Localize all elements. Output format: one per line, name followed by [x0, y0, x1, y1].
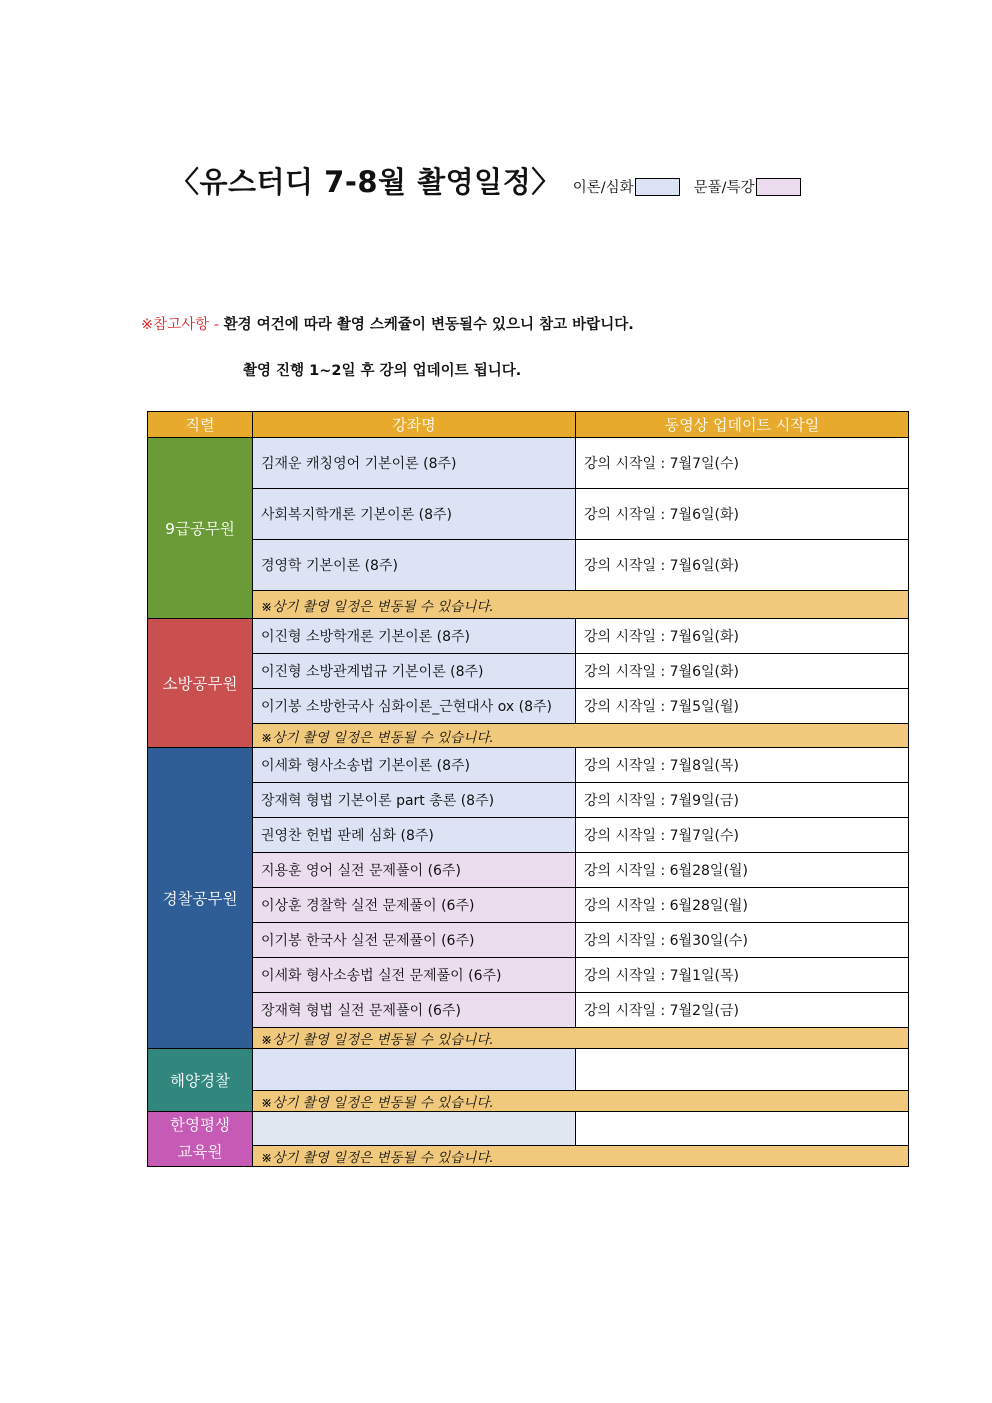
table-row	[148, 853, 909, 888]
notice-ref-label: ※참고사항	[141, 317, 210, 333]
table-row	[148, 619, 909, 654]
start-date: 강의 시작일 : 7월6일(화)	[576, 619, 909, 654]
course-name: 장재혁 형법 실전 문제풀이 (6주)	[253, 993, 576, 1028]
course-name-empty	[253, 1049, 576, 1091]
table-row	[148, 888, 909, 923]
start-date: 강의 시작일 : 7월6일(화)	[576, 540, 909, 591]
start-date: 강의 시작일 : 6월30일(수)	[576, 923, 909, 958]
footnote-row	[148, 1028, 909, 1049]
legend-problem	[694, 176, 801, 197]
legend-theory-swatch	[635, 178, 680, 196]
footnote-row	[148, 724, 909, 748]
start-date: 강의 시작일 : 7월1일(목)	[576, 958, 909, 993]
start-date: 강의 시작일 : 7월7일(수)	[576, 818, 909, 853]
category-police: 경찰공무원	[148, 748, 253, 1049]
table-row	[148, 654, 909, 689]
start-date: 강의 시작일 : 6월28일(월)	[576, 853, 909, 888]
table-row	[148, 689, 909, 724]
table-header-row	[148, 412, 909, 438]
start-date: 강의 시작일 : 7월8일(목)	[576, 748, 909, 783]
footnote: ※상기 촬영 일정은 변동될 수 있습니다.	[253, 1091, 909, 1112]
table-row	[148, 1049, 909, 1091]
course-name: 경영학 기본이론 (8주)	[253, 540, 576, 591]
start-date: 강의 시작일 : 7월5일(월)	[576, 689, 909, 724]
header-course: 강좌명	[253, 412, 576, 438]
footnote-row	[148, 1146, 909, 1167]
footnote: ※상기 촬영 일정은 변동될 수 있습니다.	[253, 591, 909, 619]
start-date-empty	[576, 1112, 909, 1146]
category-coast-guard: 해양경찰	[148, 1049, 253, 1112]
category-hanyoung-edu	[148, 1112, 253, 1167]
table-row	[148, 748, 909, 783]
table-row	[148, 923, 909, 958]
footnote-row	[148, 1091, 909, 1112]
start-date: 강의 시작일 : 7월6일(화)	[576, 489, 909, 540]
course-name: 이세화 형사소송법 기본이론 (8주)	[253, 748, 576, 783]
table-row	[148, 818, 909, 853]
table-row	[148, 958, 909, 993]
table-row	[148, 438, 909, 489]
footnote: ※상기 촬영 일정은 변동될 수 있습니다.	[253, 1146, 909, 1167]
course-name: 이세화 형사소송법 실전 문제풀이 (6주)	[253, 958, 576, 993]
start-date: 강의 시작일 : 7월2일(금)	[576, 993, 909, 1028]
footnote-row	[148, 591, 909, 619]
table-row	[148, 783, 909, 818]
start-date: 강의 시작일 : 7월7일(수)	[576, 438, 909, 489]
notice-line-1	[141, 313, 634, 334]
course-name: 권영찬 헌법 판례 심화 (8주)	[253, 818, 576, 853]
notice-text-2: 촬영 진행 1~2일 후 강의 업데이트 됩니다.	[243, 363, 522, 379]
legend-problem-label: 문풀/특강	[693, 180, 755, 196]
color-legend	[573, 176, 801, 197]
course-name: 이기봉 소방한국사 심화이론_근현대사 ox (8주)	[253, 689, 576, 724]
category-firefighter: 소방공무원	[148, 619, 253, 748]
start-date: 강의 시작일 : 6월28일(월)	[576, 888, 909, 923]
notice-dash: -	[209, 317, 224, 333]
category-edu-line-1: 한영평생	[170, 1116, 230, 1134]
start-date: 강의 시작일 : 7월6일(화)	[576, 654, 909, 689]
start-date: 강의 시작일 : 7월9일(금)	[576, 783, 909, 818]
title-row	[170, 160, 801, 201]
page-title: 〈유스터디 7-8월 촬영일정〉	[170, 165, 561, 199]
course-name: 이상훈 경찰학 실전 문제풀이 (6주)	[253, 888, 576, 923]
table-row	[148, 993, 909, 1028]
start-date-empty	[576, 1049, 909, 1091]
schedule-table	[147, 411, 909, 1167]
footnote: ※상기 촬영 일정은 변동될 수 있습니다.	[253, 724, 909, 748]
course-name: 지용훈 영어 실전 문제풀이 (6주)	[253, 853, 576, 888]
legend-theory	[573, 176, 680, 197]
legend-problem-swatch	[756, 178, 801, 196]
header-category: 직렬	[148, 412, 253, 438]
course-name-empty	[253, 1112, 576, 1146]
notice-line-2	[243, 359, 521, 380]
table-row	[148, 489, 909, 540]
course-name: 이진형 소방관계법규 기본이론 (8주)	[253, 654, 576, 689]
category-edu-line-2: 교육원	[177, 1143, 223, 1161]
course-name: 김재운 캐칭영어 기본이론 (8주)	[253, 438, 576, 489]
category-9th-grade: 9급공무원	[148, 438, 253, 619]
legend-theory-label: 이론/심화	[572, 180, 634, 196]
course-name: 이진형 소방학개론 기본이론 (8주)	[253, 619, 576, 654]
course-name: 장재혁 형법 기본이론 part 총론 (8주)	[253, 783, 576, 818]
course-name: 이기봉 한국사 실전 문제풀이 (6주)	[253, 923, 576, 958]
course-name: 사회복지학개론 기본이론 (8주)	[253, 489, 576, 540]
notice-text-1: 환경 여건에 따라 촬영 스케쥴이 변동될수 있으니 참고 바랍니다.	[223, 317, 634, 333]
footnote: ※상기 촬영 일정은 변동될 수 있습니다.	[253, 1028, 909, 1049]
table-row	[148, 1112, 909, 1146]
table-row	[148, 540, 909, 591]
header-start-date: 동영상 업데이트 시작일	[576, 412, 909, 438]
